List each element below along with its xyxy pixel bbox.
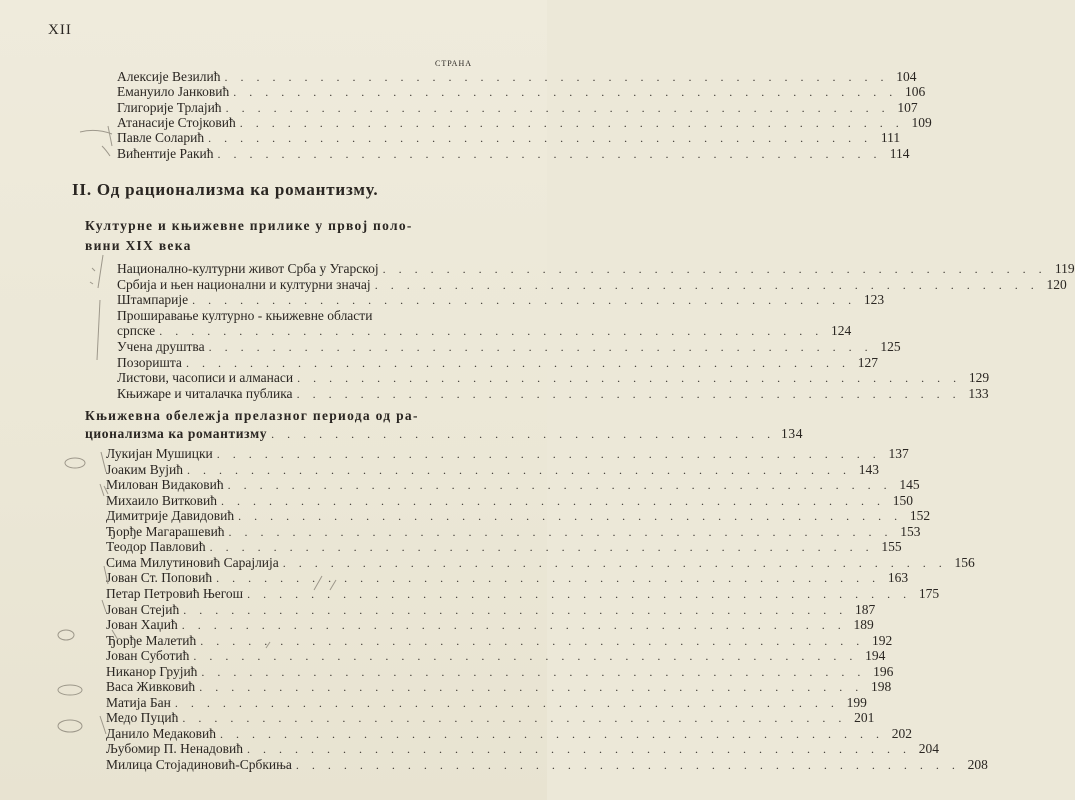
leader-dots: . . . . . . . . . . . . . . . . . . . . . . . . . . . . . . . . . . . . . . . . . . <box>216 447 881 461</box>
entry-page-number: 127 <box>857 354 878 370</box>
subsection-1-heading <box>85 216 413 256</box>
subsection-1-heading-line2: вини XIX века <box>85 238 192 253</box>
entry-page-number: 111 <box>880 130 901 146</box>
entry-title: Ђорђе Малетић <box>106 632 197 648</box>
leader-dots: . . . . . . . . . . . . . . . . . . . . . . . . . . . . . . . . . . . . . . . . . . <box>181 618 846 633</box>
entry-title: Србија и њен национални и културни значај <box>117 276 371 292</box>
sub2-entry <box>106 508 931 524</box>
leader-dots: . . . . . . . . . . . . . . . . . . . . . . . . . . . . . . . . . . . . . . . . . . <box>296 386 961 401</box>
leader-dots: . . . . . . . . . . . . . . . . . . . . . . . . . . . . . . . . . . . . . . . . . . <box>200 633 865 648</box>
leader-dots: . . . . . . . . . . . . . . . . . . . . . . . . . . . . . . . . . . . . . . . . . . <box>374 277 1039 292</box>
sub2-entry <box>106 492 913 509</box>
sub1-entry <box>117 323 852 339</box>
column-header: СТРАНА <box>435 59 472 68</box>
sub2-entry <box>106 554 975 571</box>
leader-dots: . . . . . . . . . . . . . . . . . . . . . . . . . . . . . . . . . . . . . . . . . . <box>228 524 893 539</box>
leader-dots: . . . . . . . . . . . . . . . . . . . . . . . . . . . . . . . . . . . . . . . . . . <box>216 571 881 586</box>
leader-dots: . . . . . . . . . . . . . . . . . . . . . . . . . . . . . . . . . . . . . . . . . . <box>382 262 1047 276</box>
top-entry <box>117 130 901 146</box>
sub2-entry <box>106 477 920 493</box>
entry-title: Учена друштва <box>117 339 205 354</box>
entry-page-number: 155 <box>881 539 902 555</box>
entry-page-number: 153 <box>900 523 921 539</box>
entry-title: Михаило Витковић <box>106 492 217 508</box>
entry-page-number: 145 <box>899 477 920 493</box>
leader-dots: . . . . . . . . . . . . . . . . . . . . . . . . . . . . . . . . . . . . . . . . . . <box>182 711 847 726</box>
leader-dots: . . . . . . . . . . . . . . . . . . . . . . . . . . . . . . . . . . . . . . . . . . <box>239 115 904 130</box>
entry-page-number: 201 <box>854 710 875 726</box>
entry-title: Васа Живковић <box>106 679 196 695</box>
leader-dots: . . . . . . . . . . . . . . . . . . . . . . . . . . . . . . . . . . . . . . . . . . <box>208 131 873 146</box>
entry-title: Димитрије Давидовић <box>106 508 235 524</box>
entry-title: Јован Стејић <box>106 601 180 617</box>
sub1-entry <box>117 261 1075 277</box>
entry-page-number: 123 <box>863 292 885 308</box>
entry-page-number: 143 <box>858 461 879 477</box>
entry-title: Проширавање културно - књижевне области <box>117 307 373 323</box>
entry-title: Национално-културни живот Срба у Угарској <box>117 261 379 276</box>
entry-title: Данило Медаковић <box>106 725 216 741</box>
leader-dots: . . . . . . . . . . . . . . . . . . . . . . . . . . . . . . . . . . . . . . . . . . <box>297 371 962 386</box>
entry-page-number: 120 <box>1046 276 1067 292</box>
top-entry <box>117 114 932 131</box>
leader-dots: . . . . . . . . . . . . . . . . . . . . . . . . . . . . . . . . . . . . . . . . . . <box>209 540 874 555</box>
subsection-2-heading-line2-row <box>85 426 804 442</box>
entry-page-number: 189 <box>853 617 874 633</box>
entry-page-number: 119 <box>1054 261 1075 276</box>
subsection-1-heading-line1: Културне и књижевне прилике у првој поло- <box>85 218 413 233</box>
leader-dots: . . . . . . . . . . . . . . . . . . . . . . . . . . . . . . . . . . . . . . . . . . <box>183 602 848 617</box>
sub2-entry <box>106 725 912 742</box>
top-entry <box>117 84 926 100</box>
leader-dots: . . . . . . . . . . . . . . . . . . . . . . . . . . . . . . . . . . . . . . . . . . <box>219 726 884 741</box>
entry-title: Јован Ст. Поповић <box>106 570 213 586</box>
entry-page-number: 125 <box>880 339 901 354</box>
entry-title: Павле Соларић <box>117 130 205 146</box>
subsection-2-page: 134 <box>781 426 804 441</box>
entry-page-number: 202 <box>891 725 912 741</box>
sub2-entry <box>106 446 909 462</box>
entry-title: Лукијан Мушицки <box>106 446 213 461</box>
entry-page-number: 129 <box>968 370 990 386</box>
entry-page-number: 196 <box>873 663 894 679</box>
subsection-2-heading <box>85 406 430 426</box>
sub1-entry <box>117 308 461 324</box>
entry-title: Матија Бан <box>106 694 171 710</box>
entry-page-number: 133 <box>968 385 989 401</box>
sub2-entry <box>106 757 988 773</box>
sub1-entry <box>117 276 1067 293</box>
entry-page-number: 199 <box>846 694 867 710</box>
sub2-entry <box>106 523 921 540</box>
sub2-entry <box>106 710 875 726</box>
entry-title: српске <box>117 323 156 339</box>
entry-page-number: 204 <box>918 741 940 757</box>
entry-title: Теодор Павловић <box>106 539 206 555</box>
leader-dots: . . . . . . . . . . . . . . . . . . . . . . . . . . . . . . . . . . . . . . . . . . <box>247 586 912 601</box>
entry-title: Књижаре и читалачка публика <box>117 385 293 401</box>
entry-page-number: 175 <box>918 585 940 601</box>
leader-dots: . . . . . . . . . . . . . . . . . . . . . . . . . . . . . . . . . . . . . . . . . . <box>224 70 889 84</box>
leader-dots: . . . . . . . . . . . . . . . . . . . . . . . . . . . . . . . . . . . . . . . . . . <box>174 695 839 710</box>
sub2-entry <box>106 539 902 555</box>
subsection-2-heading-line2: ционализма ка романтизму <box>85 426 268 441</box>
sub2-entry <box>106 741 940 757</box>
sub1-entry <box>117 370 990 386</box>
sub1-entry <box>117 292 885 308</box>
entry-title: Ђорђе Магарашевић <box>106 523 225 539</box>
sub2-entry <box>106 617 874 633</box>
entry-page-number: 106 <box>904 84 926 100</box>
entry-page-number: 109 <box>911 114 932 130</box>
entry-page-number: 192 <box>872 632 893 648</box>
entry-title: Петар Петровић Његош <box>106 585 244 601</box>
entry-title: Милован Видаковић <box>106 477 224 493</box>
leader-dots: . . . . . . . . . . . . . . . . . . . . . . . . . . . . . . . . . . . . . . . . . . <box>238 509 903 524</box>
top-entry <box>117 99 918 116</box>
leader-dots: . . . . . . . . . . . . . . . . . . . . . . . . . . . . . . . . . . . . . . . . . . <box>225 100 890 115</box>
leader-dots: . . . . . . . . . . . . . . . . . . . . . . . . . . . . . . . . . . . . . . . . . . <box>233 85 898 100</box>
leader-dots: . . . . . . . . . . . . . . . . . . . . . . . . . . . . . . . . <box>271 427 776 441</box>
entry-title: Медо Пуцић <box>106 710 179 726</box>
entry-title: Никанор Грујић <box>106 663 198 679</box>
sub2-entry <box>106 461 879 478</box>
entry-page-number: 208 <box>967 757 988 772</box>
section-title: II. Од рационализма ка романтизму. <box>72 180 379 199</box>
sub2-entry <box>106 570 909 586</box>
entry-title: Штампарије <box>117 292 189 308</box>
leader-dots: . . . . . . . . . . . . . . . . . . . . . . . . . . . . . . . . . . . . . . . . . . <box>220 493 885 508</box>
entry-title: Сима Милутиновић Сарајлија <box>106 554 279 570</box>
leader-dots: . . . . . . . . . . . . . . . . . . . . . . . . . . . . . . . . . . . . . . . . . . <box>208 340 873 354</box>
leader-dots: . . . . . . . . . . . . . . . . . . . . . . . . . . . . . . . . . . . . . . . . . . <box>159 324 824 339</box>
entry-title: Емануило Јанковић <box>117 84 230 100</box>
entry-title: Глигорије Трлајић <box>117 99 222 115</box>
leader-dots: . . . . . . . . . . . . . . . . . . . . . . . . . . . . . . . . . . . . . . . . . . <box>217 146 882 161</box>
entry-page-number: 104 <box>896 69 917 84</box>
entry-title: Јоаким Вујић <box>106 461 183 477</box>
leader-dots: . . . . . . . . . . . . . . . . . . . . . . . . . . . . . . . . . . . . . . . . . . <box>201 664 866 679</box>
leader-dots: . . . . . . . . . . . . . . . . . . . . . . . . . . . . . . . . . . . . . . . . . . <box>199 680 864 695</box>
leader-dots: . . . . . . . . . . . . . . . . . . . . . . . . . . . . . . . . . . . . . . . . . . <box>187 462 851 477</box>
sub1-entry <box>117 339 901 355</box>
top-entry <box>117 145 910 162</box>
entry-title: Атанасије Стојковић <box>117 114 236 130</box>
entry-title: Љубомир П. Ненадовић <box>106 741 244 757</box>
entry-page-number: 187 <box>855 601 876 617</box>
entry-title: Милица Стојадиновић-Србкиња <box>106 757 292 772</box>
leader-dots: . . . . . . . . . . . . . . . . . . . . . . . . . . . . . . . . . . . . . . . . . . <box>247 742 912 757</box>
entry-title: Алексије Везилић <box>117 69 221 84</box>
sub2-entry <box>106 679 892 695</box>
sub2-entry <box>106 648 886 664</box>
sub2-entry <box>106 663 894 680</box>
entry-page-number: 163 <box>887 570 909 586</box>
sub2-entry <box>106 632 893 649</box>
sub2-entry <box>106 694 867 711</box>
entry-page-number: 107 <box>897 99 918 115</box>
entry-title: Јован Хаџић <box>106 617 178 633</box>
top-entry <box>117 69 917 85</box>
leader-dots: . . . . . . . . . . . . . . . . . . . . . . . . . . . . . . . . . . . . . . . . . . <box>193 649 858 664</box>
sub2-entry <box>106 585 940 602</box>
entry-page-number: 156 <box>954 554 975 570</box>
leader-dots: . . . . . . . . . . . . . . . . . . . . . . . . . . . . . . . . . . . . . . . . . . <box>185 355 850 370</box>
subsection-2-heading-line1: Књижевна обележја прелазног периода од ра- <box>85 408 419 423</box>
entry-title: Листови, часописи и алманаси <box>117 370 294 386</box>
leader-dots: . . . . . . . . . . . . . . . . . . . . . . . . . . . . . . . . . . . . . . . . . . <box>192 293 857 308</box>
entry-page-number: 114 <box>889 145 910 161</box>
entry-title: Јован Суботић <box>106 648 190 664</box>
entry-title: Вићентије Ракић <box>117 145 214 161</box>
page-number: XII <box>48 22 72 38</box>
entry-page-number: 198 <box>870 679 892 695</box>
sub2-entry <box>106 601 876 618</box>
sub1-entry <box>117 354 878 371</box>
entry-page-number: 150 <box>892 492 913 508</box>
entry-title: Позоришта <box>117 354 182 370</box>
entry-page-number: 137 <box>888 446 909 461</box>
leader-dots: . . . . . . . . . . . . . . . . . . . . . . . . . . . . . . . . . . . . . . . . . . <box>295 758 960 772</box>
leader-dots: . . . . . . . . . . . . . . . . . . . . . . . . . . . . . . . . . . . . . . . . . . <box>227 478 892 493</box>
entry-page-number: 152 <box>909 508 931 524</box>
entry-page-number: 124 <box>830 323 852 339</box>
sub1-entry <box>117 385 989 402</box>
leader-dots: . . . . . . . . . . . . . . . . . . . . . . . . . . . . . . . . . . . . . . . . . . <box>282 555 947 570</box>
entry-page-number: 194 <box>865 648 886 664</box>
